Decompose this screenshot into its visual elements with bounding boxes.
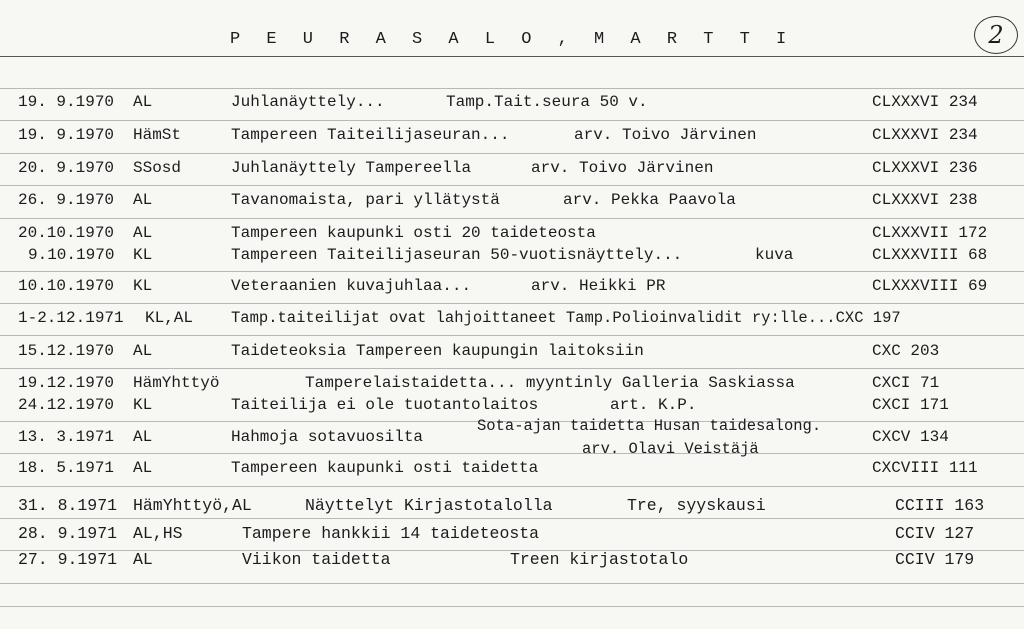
entry-date: 10.10.1970 bbox=[18, 277, 115, 295]
card-header-name: P E U R A S A L O , M A R T T I bbox=[230, 30, 795, 49]
entry-row bbox=[0, 550, 1024, 574]
rule-line bbox=[0, 153, 1024, 154]
entry-ref: CLXXXVII 172 bbox=[872, 224, 988, 242]
entry-title: Tamp.taiteilijat ovat lahjoittaneet Tamp.Polioinvalidit ry:lle...CXC 197 bbox=[231, 309, 901, 327]
entry-title: Tavanomaista, pari yllätystä bbox=[231, 191, 500, 209]
entry-reviewer: arv. Olavi Veistäjä bbox=[582, 440, 759, 458]
entry-note: Sota-ajan taidetta Husan taidesalong. bbox=[477, 417, 822, 435]
entry-ref: CCIV 179 bbox=[895, 550, 975, 569]
entry-title: Näyttelyt Kirjastotalolla bbox=[305, 496, 553, 515]
entry-source: HämSt bbox=[133, 126, 182, 144]
entry-title: Tampereen kaupunki osti taidetta bbox=[231, 459, 539, 477]
entry-note: Treen kirjastotalo bbox=[510, 550, 689, 569]
rule-line bbox=[0, 88, 1024, 89]
entry-date: 9.10.1970 bbox=[28, 246, 115, 264]
page-number-circle: 2 bbox=[974, 16, 1018, 54]
entry-title: Viikon taidetta bbox=[242, 550, 391, 569]
entry-source: SSosd bbox=[133, 159, 182, 177]
entry-ref: CXC 203 bbox=[872, 342, 940, 360]
rule-line bbox=[0, 486, 1024, 487]
entry-date: 27. 9.1971 bbox=[18, 550, 118, 569]
entry-source: AL bbox=[133, 191, 153, 209]
entry-title: Hahmoja sotavuosilta bbox=[231, 428, 424, 446]
rule-line bbox=[0, 335, 1024, 336]
entry-date: 20.10.1970 bbox=[18, 224, 115, 242]
entry-date: 20. 9.1970 bbox=[18, 159, 115, 177]
rule-line bbox=[0, 303, 1024, 304]
entry-ref: CCIII 163 bbox=[895, 496, 985, 515]
entry-source: KL bbox=[133, 277, 153, 295]
entry-ref: CLXXXVIII 68 bbox=[872, 246, 988, 264]
entry-row bbox=[0, 342, 1024, 366]
entry-title: Juhlanäyttely Tampereella bbox=[231, 159, 472, 177]
entry-date: 26. 9.1970 bbox=[18, 191, 115, 209]
entry-row bbox=[0, 191, 1024, 215]
entry-ref: CLXXXVI 234 bbox=[872, 93, 978, 111]
entry-source: AL bbox=[133, 93, 153, 111]
entry-date: 24.12.1970 bbox=[18, 396, 115, 414]
entry-source: AL bbox=[133, 342, 153, 360]
entry-date: 15.12.1970 bbox=[18, 342, 115, 360]
entry-row bbox=[0, 126, 1024, 150]
rule-line bbox=[0, 606, 1024, 607]
entry-source: AL bbox=[133, 550, 153, 569]
entry-date: 18. 5.1971 bbox=[18, 459, 115, 477]
entry-ref: CLXXXVIII 69 bbox=[872, 277, 988, 295]
entry-ref: CLXXXVI 236 bbox=[872, 159, 978, 177]
entry-note: art. K.P. bbox=[610, 396, 697, 414]
rule-line bbox=[0, 453, 1024, 454]
entry-row bbox=[0, 417, 1024, 458]
entry-date: 28. 9.1971 bbox=[18, 524, 118, 543]
rule-line bbox=[0, 271, 1024, 272]
rule-line bbox=[0, 120, 1024, 121]
entry-title: Tampereen Taiteilijaseuran... bbox=[231, 126, 510, 144]
entry-date: 13. 3.1971 bbox=[18, 428, 115, 446]
entry-row bbox=[0, 459, 1024, 483]
entry-note: kuva bbox=[755, 246, 794, 264]
entry-row bbox=[0, 524, 1024, 548]
entry-source: HämYhttyö,AL bbox=[133, 496, 252, 515]
entry-ref: CXCI 71 bbox=[872, 374, 940, 392]
entry-note: arv. Toivo Järvinen bbox=[574, 126, 757, 144]
entry-row bbox=[0, 277, 1024, 301]
entry-source: AL bbox=[133, 459, 153, 477]
entry-title: Tampereen kaupunki osti 20 taideteosta bbox=[231, 224, 596, 242]
entry-title: Taiteilija ei ole tuotantolaitos bbox=[231, 396, 539, 414]
entry-date: 19. 9.1970 bbox=[18, 126, 115, 144]
entry-source: KL,AL bbox=[145, 309, 194, 327]
entry-title: Veteraanien kuvajuhlaa... bbox=[231, 277, 472, 295]
entry-title: Tampere hankkii 14 taideteosta bbox=[242, 524, 540, 543]
entry-note: arv. Toivo Järvinen bbox=[531, 159, 714, 177]
entry-ref: CLXXXVI 234 bbox=[872, 126, 978, 144]
entry-source: AL bbox=[133, 428, 153, 446]
entry-date: 1-2.12.1971 bbox=[18, 309, 124, 327]
entry-row bbox=[0, 496, 1024, 520]
entry-source: AL,HS bbox=[133, 524, 183, 543]
entry-row bbox=[0, 246, 1024, 270]
entry-date: 19. 9.1970 bbox=[18, 93, 115, 111]
rule-line bbox=[0, 368, 1024, 369]
entry-row bbox=[0, 93, 1024, 117]
entry-row bbox=[0, 224, 1024, 248]
entry-title: Tampereen Taiteilijaseuran 50-vuotisnäyttely... bbox=[231, 246, 683, 264]
entry-note: arv. Heikki PR bbox=[531, 277, 666, 295]
entry-source: AL bbox=[133, 224, 153, 242]
header-divider bbox=[0, 56, 1024, 57]
entry-row bbox=[0, 309, 1024, 333]
entry-date: 31. 8.1971 bbox=[18, 496, 118, 515]
entry-source: KL bbox=[133, 246, 153, 264]
entry-ref: CXCI 171 bbox=[872, 396, 949, 414]
entry-note: arv. Pekka Paavola bbox=[563, 191, 736, 209]
entry-row bbox=[0, 159, 1024, 183]
entry-source: KL bbox=[133, 396, 153, 414]
entry-ref: CXCVIII 111 bbox=[872, 459, 978, 477]
rule-line bbox=[0, 218, 1024, 219]
entry-ref: CLXXXVI 238 bbox=[872, 191, 978, 209]
entry-title: Taideteoksia Tampereen kaupungin laitoksiin bbox=[231, 342, 644, 360]
entry-title: Tamperelaistaidetta... myyntinly Galleria Saskiassa bbox=[305, 374, 795, 392]
entry-note: Tre, syyskausi bbox=[627, 496, 766, 515]
entry-ref: CXCV 134 bbox=[872, 428, 949, 446]
entry-title: Juhlanäyttely... bbox=[231, 93, 385, 111]
entry-row bbox=[0, 374, 1024, 398]
entry-note: Tamp.Tait.seura 50 v. bbox=[446, 93, 648, 111]
rule-line bbox=[0, 185, 1024, 186]
entry-date: 19.12.1970 bbox=[18, 374, 115, 392]
entry-ref: CCIV 127 bbox=[895, 524, 975, 543]
entry-source: HämYhttyö bbox=[133, 374, 220, 392]
rule-line bbox=[0, 583, 1024, 584]
